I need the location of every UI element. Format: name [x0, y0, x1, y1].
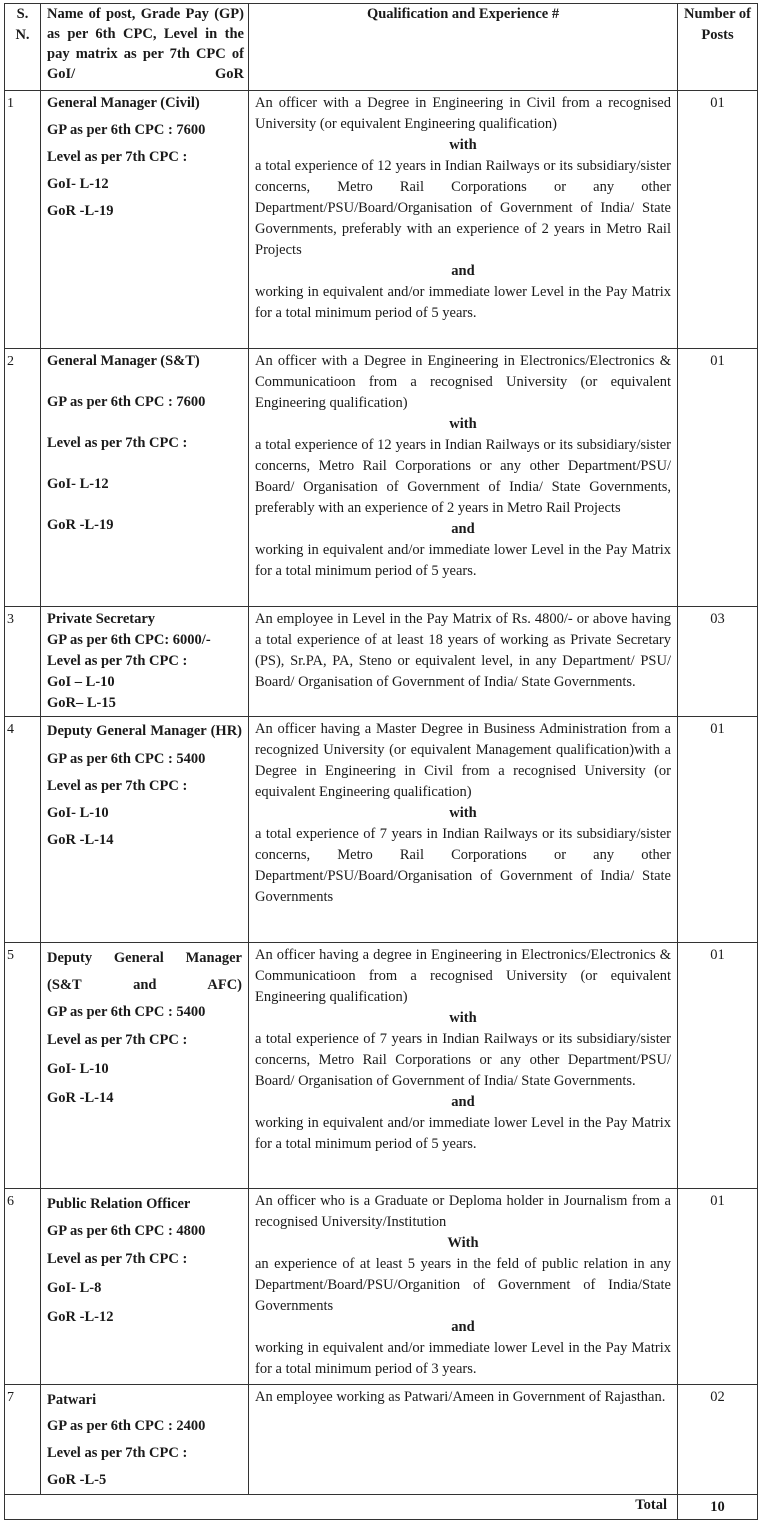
table-row	[5, 943, 758, 1189]
service-text: working in equivalent and/or immediate lower Level in the Pay Matrix for a total minimum period of 5 years.	[255, 542, 671, 579]
post-name: Deputy General Manager (S&T and AFC)	[47, 950, 242, 993]
with-label: With	[447, 1235, 479, 1251]
gp-text: GP as per 6th CPC : 7600	[47, 122, 206, 138]
experience-text: a total experience of 7 years in Indian Railways or its subsidiary/sister concerns, Metro Rail Corporations or any other Department/PSU/ Board/ Organisation of Government of India/ State Governments.	[255, 1031, 671, 1089]
qualification-text: An officer having a Master Degree in Business Administration from a recognized University (or equivalent Management qualification)with a Degree in Engineering in Civil from a recognised University (or equivalent Engineering qualification)	[255, 721, 671, 800]
gp-text: GP as per 6th CPC : 7600	[47, 394, 206, 410]
post-name: Public Relation Officer	[47, 1196, 191, 1212]
and-label: and	[451, 263, 475, 279]
level-label: Level as per 7th CPC :	[47, 653, 188, 669]
goi-level: GoI- L-10	[47, 1061, 109, 1077]
total-label: Total	[5, 1495, 678, 1520]
goi-level: GoI- L-12	[47, 176, 109, 192]
goi-level: GoI – L-10	[47, 674, 115, 690]
posts-header: Number of Posts	[678, 4, 758, 91]
level-label: Level as per 7th CPC :	[47, 778, 188, 794]
post-cell	[41, 717, 249, 943]
with-label: with	[449, 805, 477, 821]
qualification-text: An employee in Level in the Pay Matrix of Rs. 4800/- or above having a total experience of at least 18 years of working as Private Secretary (PS), Sr.PA, PA, Steno or equivalent level, in any Department/ PSU/ Board/ Organisation of Government of India/ State Governments.	[255, 611, 671, 690]
post-name: Private Secretary	[47, 611, 156, 627]
gp-text: GP as per 6th CPC : 5400	[47, 1004, 206, 1020]
level-label: Level as per 7th CPC :	[47, 1445, 188, 1461]
row-sn: 7	[5, 1385, 41, 1495]
qualification-text: An employee working as Patwari/Ameen in Government of Rajasthan.	[255, 1389, 666, 1405]
experience-text: an experience of at least 5 years in the feld of public relation in any Department/Board/PSU/Organition of Government of India/State Governments	[255, 1256, 671, 1314]
row-sn: 2	[5, 349, 41, 607]
qualification-cell	[249, 717, 678, 943]
service-text: working in equivalent and/or immediate lower Level in the Pay Matrix for a total minimum period of 5 years.	[255, 284, 671, 321]
table-row	[5, 1385, 758, 1495]
table-row	[5, 1189, 758, 1385]
total-row	[5, 1495, 758, 1520]
experience-text: a total experience of 12 years in Indian Railways or its subsidiary/sister concerns, Metro Rail Corporations or any other Department/PSU/ Board/ Organisation of Government of India/ State Governments, preferably with an experience of 2 years in Metro Rail Projects	[255, 437, 671, 516]
posts-count: 01	[678, 1189, 758, 1385]
qualification-cell	[249, 349, 678, 607]
posts-table	[4, 3, 758, 1520]
service-text: working in equivalent and/or immediate lower Level in the Pay Matrix for a total minimum period of 5 years.	[255, 1115, 671, 1152]
qualification-cell	[249, 1385, 678, 1495]
table-row	[5, 717, 758, 943]
posts-count: 02	[678, 1385, 758, 1495]
post-name: General Manager (Civil)	[47, 95, 200, 111]
qualification-cell	[249, 943, 678, 1189]
level-label: Level as per 7th CPC :	[47, 1032, 188, 1048]
gor-level: GoR– L-15	[47, 695, 116, 711]
posts-count: 01	[678, 943, 758, 1189]
post-name-header: Name of post, Grade Pay (GP) as per 6th CPC, Level in the pay matrix as per 7th CPC of GoI/ GoR	[41, 4, 249, 91]
goi-level: GoI- L-10	[47, 805, 109, 821]
gp-text: GP as per 6th CPC : 5400	[47, 751, 206, 767]
with-label: with	[449, 416, 477, 432]
row-sn: 6	[5, 1189, 41, 1385]
gor-level: GoR -L-5	[47, 1472, 107, 1488]
qualification-text: An officer with a Degree in Engineering in Civil from a recognised University (or equivalent Engineering qualification)	[255, 95, 671, 132]
post-name: General Manager (S&T)	[47, 353, 200, 369]
post-cell	[41, 91, 249, 349]
gor-level: GoR -L-19	[47, 517, 114, 533]
goi-level: GoI- L-8	[47, 1280, 102, 1296]
gp-text: GP as per 6th CPC: 6000/-	[47, 632, 211, 648]
qualification-cell	[249, 91, 678, 349]
post-name: Patwari	[47, 1392, 97, 1408]
row-sn: 3	[5, 607, 41, 717]
posts-count: 01	[678, 349, 758, 607]
posts-count: 01	[678, 91, 758, 349]
gor-level: GoR -L-19	[47, 203, 114, 219]
total-posts: 10	[678, 1495, 758, 1520]
and-label: and	[451, 1094, 475, 1110]
posts-count: 03	[678, 607, 758, 717]
post-cell	[41, 349, 249, 607]
qualification-text: An officer having a degree in Engineering in Electronics/Electronics & Communicatioon from a recognised University (or equivalent Engineering qualification)	[255, 947, 671, 1005]
table-row	[5, 607, 758, 717]
qualification-text: An officer with a Degree in Engineering in Electronics/Electronics & Communicatioon from a recognised University (or equivalent Engineering qualification)	[255, 353, 671, 411]
post-name: Deputy General Manager (HR)	[47, 723, 242, 739]
table-header-row	[5, 4, 758, 91]
qualification-cell	[249, 607, 678, 717]
table-row	[5, 91, 758, 349]
post-cell	[41, 607, 249, 717]
gor-level: GoR -L-14	[47, 832, 114, 848]
post-cell	[41, 1189, 249, 1385]
posts-count: 01	[678, 717, 758, 943]
sn-header: S. N.	[5, 4, 41, 91]
gor-level: GoR -L-12	[47, 1309, 114, 1325]
qualification-cell	[249, 1189, 678, 1385]
experience-text: a total experience of 12 years in Indian Railways or its subsidiary/sister concerns, Metro Rail Corporations or any other Department/PSU/Board/Organisation of Government of India/ State Governments, preferably with an experience of 2 years in Metro Rail Projects	[255, 158, 671, 258]
gp-text: GP as per 6th CPC : 2400	[47, 1418, 206, 1434]
service-text: working in equivalent and/or immediate lower Level in the Pay Matrix for a total minimum period of 3 years.	[255, 1340, 671, 1377]
qualification-text: An officer who is a Graduate or Deploma holder in Journalism from a recognised University/Institution	[255, 1193, 671, 1230]
level-label: Level as per 7th CPC :	[47, 149, 188, 165]
post-cell	[41, 1385, 249, 1495]
and-label: and	[451, 1319, 475, 1335]
with-label: with	[449, 1010, 477, 1026]
row-sn: 1	[5, 91, 41, 349]
row-sn: 4	[5, 717, 41, 943]
gp-text: GP as per 6th CPC : 4800	[47, 1223, 206, 1239]
level-label: Level as per 7th CPC :	[47, 435, 188, 451]
goi-level: GoI- L-12	[47, 476, 109, 492]
with-label: with	[449, 137, 477, 153]
level-label: Level as per 7th CPC :	[47, 1251, 188, 1267]
qualification-header: Qualification and Experience #	[249, 4, 678, 91]
table-row	[5, 349, 758, 607]
gor-level: GoR -L-14	[47, 1090, 114, 1106]
row-sn: 5	[5, 943, 41, 1189]
experience-text: a total experience of 7 years in Indian Railways or its subsidiary/sister concerns, Metro Rail Corporations or any other Department/PSU/Board/Organisation of Government of India/ State Governments	[255, 826, 671, 905]
post-cell	[41, 943, 249, 1189]
and-label: and	[451, 521, 475, 537]
